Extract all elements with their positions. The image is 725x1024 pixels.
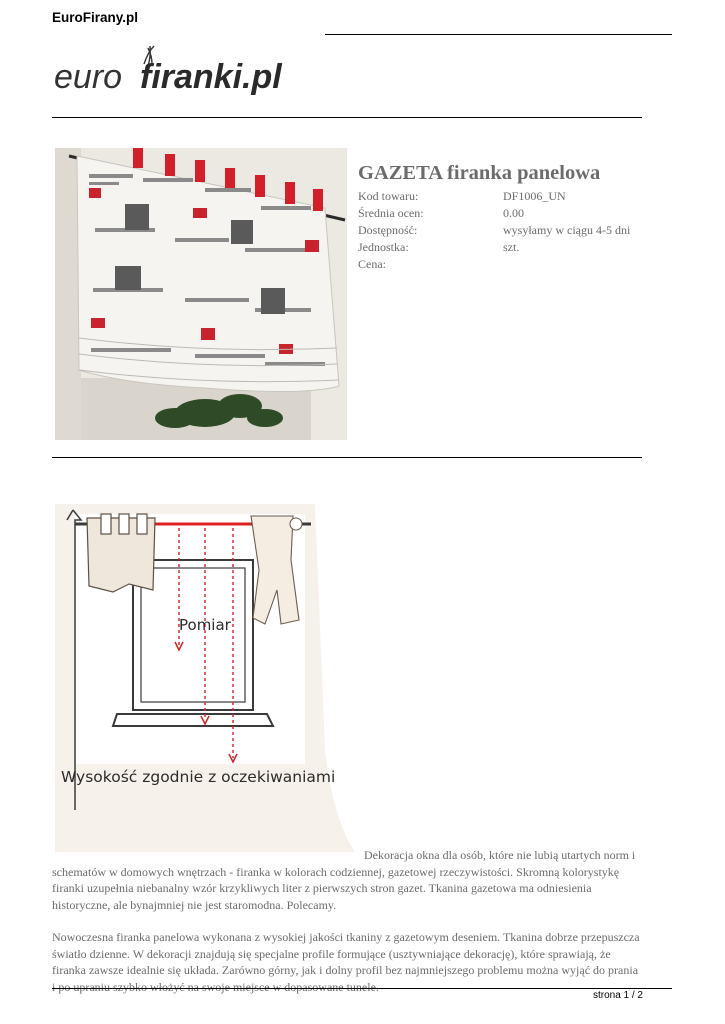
spec-row — [358, 256, 658, 273]
site-name: EuroFirany.pl — [52, 10, 139, 25]
product-description — [52, 847, 644, 995]
spec-label: Średnia ocen: — [358, 206, 424, 220]
header-divider — [325, 34, 672, 35]
description-paragraph: Nowoczesna firanka panelowa wykonana z wysokiej jakości tkaniny z gazetowym deseniem. Tkanina dobrze przepuszcza światło dzienne. W dekoracji znajdują się specjalne profile formujące (usztywniające dekorację), które sprawiają, że firanka zawsze idealnie się układa. Zarówno górny, jak i dolny profil bez najmniejszego problemu można wyjąć do prania i po upraniu szybko włożyć na swoje miejsce w dopasowane tunele. — [52, 930, 640, 994]
spec-row — [358, 239, 658, 256]
spec-row — [358, 222, 658, 239]
measurement-diagram — [55, 500, 355, 852]
spec-label: Dostępność: — [358, 223, 418, 237]
measure-label: Pomiar — [179, 616, 231, 634]
product-title: GAZETA firanka panelowa — [358, 162, 601, 184]
product-spec-table — [358, 188, 658, 273]
section-divider — [52, 457, 642, 458]
logo-divider — [52, 117, 642, 118]
spec-value: szt. — [503, 240, 520, 254]
left-panel-icon — [87, 514, 155, 592]
spec-value: DF1006_UN — [503, 189, 566, 203]
product-photo — [55, 148, 347, 440]
spec-label: Kod towaru: — [358, 189, 419, 203]
site-logo — [52, 40, 322, 106]
spec-value: 0.00 — [503, 206, 524, 220]
spec-label: Jednostka: — [358, 240, 409, 254]
logo-text-right: firanki.pl — [140, 58, 282, 96]
spec-label: Cena: — [358, 257, 386, 271]
spec-row — [358, 205, 658, 222]
logo-text-left: euro — [54, 58, 123, 96]
spec-row — [358, 188, 658, 205]
height-label: Wysokość zgodnie z oczekiwaniami — [61, 768, 336, 786]
footer-divider — [52, 988, 672, 989]
description-paragraph: Dekoracja okna dla osób, które nie lubią utartych norm i schematów w domowych wnętrzach - firanka w kolorach codziennej, gazetowej rzeczywistości. Skromną kolorystykę firanki uzupełnia niebanalny wzór krzykliwych liter z pierwszych stron gazet. Tkanina gazetowa ma odniesienia historyczne, ale bynajmniej nie jest staromodna. Polecamy. — [52, 848, 636, 912]
page-number: strona 1 / 2 — [592, 990, 643, 1001]
spec-value: wysyłamy w ciągu 4-5 dni — [503, 223, 631, 237]
